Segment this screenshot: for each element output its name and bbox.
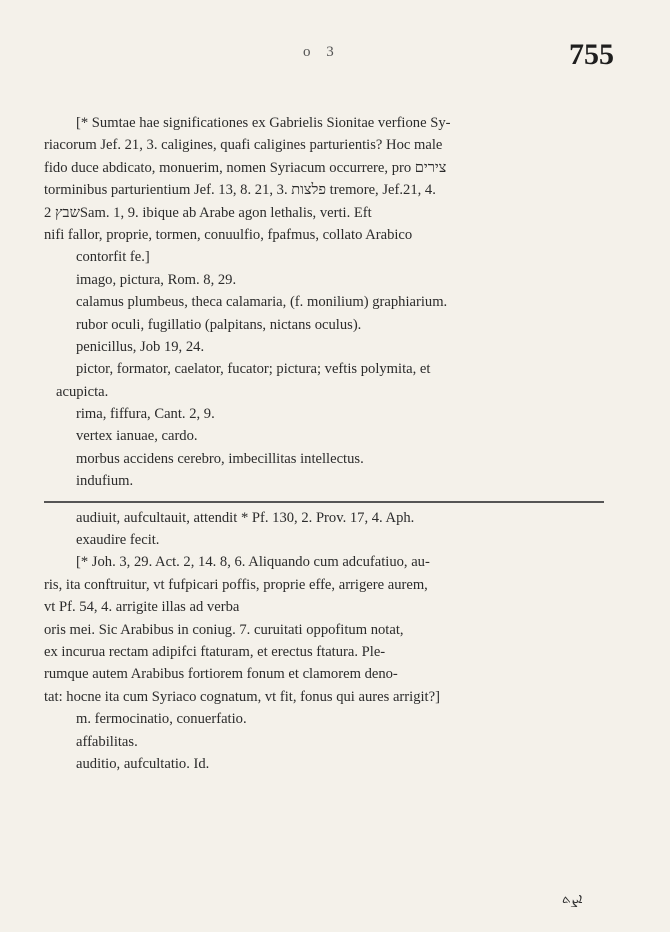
- entry-line: m. fermocinatio, conuerfatio.: [76, 711, 247, 728]
- text-line: ex incurua rectam adipifci ftaturam, et erectus ftatura. Ple-: [44, 643, 386, 660]
- text-line: ris, ita conftruitur, vt fufpicari poffis, proprie effe, arrigere aurem,: [44, 576, 428, 593]
- entry-line: audiuit, aufcultauit, attendit * Pf. 130, 2. Prov. 17, 4. Aph.: [76, 509, 415, 526]
- text-line: rumque autem Arabibus fortiorem fonum et clamorem deno-: [44, 666, 398, 683]
- text-line: oris mei. Sic Arabibus in coniug. 7. curuitati oppofitum notat,: [44, 621, 404, 638]
- entry-line: morbus accidens cerebro, imbecillitas intellectus.: [76, 450, 364, 467]
- text-line: acupicta.: [56, 383, 109, 400]
- signature-mark: o 3: [303, 44, 340, 60]
- entry-line: calamus plumbeus, theca calamaria, (f. monilium) graphiarium.: [76, 294, 448, 311]
- entry-line: vertex ianuae, cardo.: [76, 428, 198, 445]
- catchword: ܐܨܬ: [562, 892, 583, 907]
- text-line: vt Pf. 54, 4. arrigite illas ad verba: [44, 599, 240, 616]
- text-line: [* Sumtae hae significationes ex Gabrielis Sionitae verfione Sy-: [76, 115, 451, 131]
- entry-line: indufium.: [76, 473, 134, 490]
- entry-line: pictor, formator, caelator, fucator; pictura; veftis polymita, et: [76, 361, 431, 378]
- entry-line: penicillus, Job 19, 24.: [76, 338, 205, 355]
- text-line: שבץ 2Sam. 1, 9. ibique ab Arabe agon lethalis, verti. Eft: [44, 204, 372, 221]
- entry-line: exaudire fecit.: [76, 532, 160, 549]
- text-line: fido duce abdicato, monuerim, nomen Syriacum occurrere, pro צירים: [44, 159, 447, 176]
- text-line: riacorum Jef. 21, 3. caligines, quafi caligines parturientis? Hoc male: [44, 137, 443, 154]
- text-line: torminibus parturientium Jef. 13, 8. 21, 3. פלצות tremore, Jef.21, 4.: [44, 182, 436, 199]
- entry-line: rubor oculi, fugillatio (palpitans, nictans oculus).: [76, 316, 362, 333]
- page-number: 755: [569, 38, 614, 71]
- text-line: tat: hocne ita cum Syriaco cognatum, vt fit, fonus qui aures arrigit?]: [44, 688, 440, 705]
- text-line: contorfit fe.]: [76, 249, 150, 266]
- entry-line: auditio, aufcultatio. Id.: [76, 755, 210, 772]
- text-line: nifi fallor, proprie, tormen, conuulfio, fpafmus, collato Arabico: [44, 226, 413, 243]
- section-rule: [44, 501, 604, 503]
- entry-line: imago, pictura, Rom. 8, 29.: [76, 271, 237, 288]
- body-text: [44, 112, 604, 775]
- entry-line: rima, fiffura, Cant. 2, 9.: [76, 406, 215, 423]
- entry-line: affabilitas.: [76, 733, 138, 750]
- text-line: [* Joh. 3, 29. Act. 2, 14. 8, 6. Aliquando cum adcufatiuo, au-: [76, 554, 430, 571]
